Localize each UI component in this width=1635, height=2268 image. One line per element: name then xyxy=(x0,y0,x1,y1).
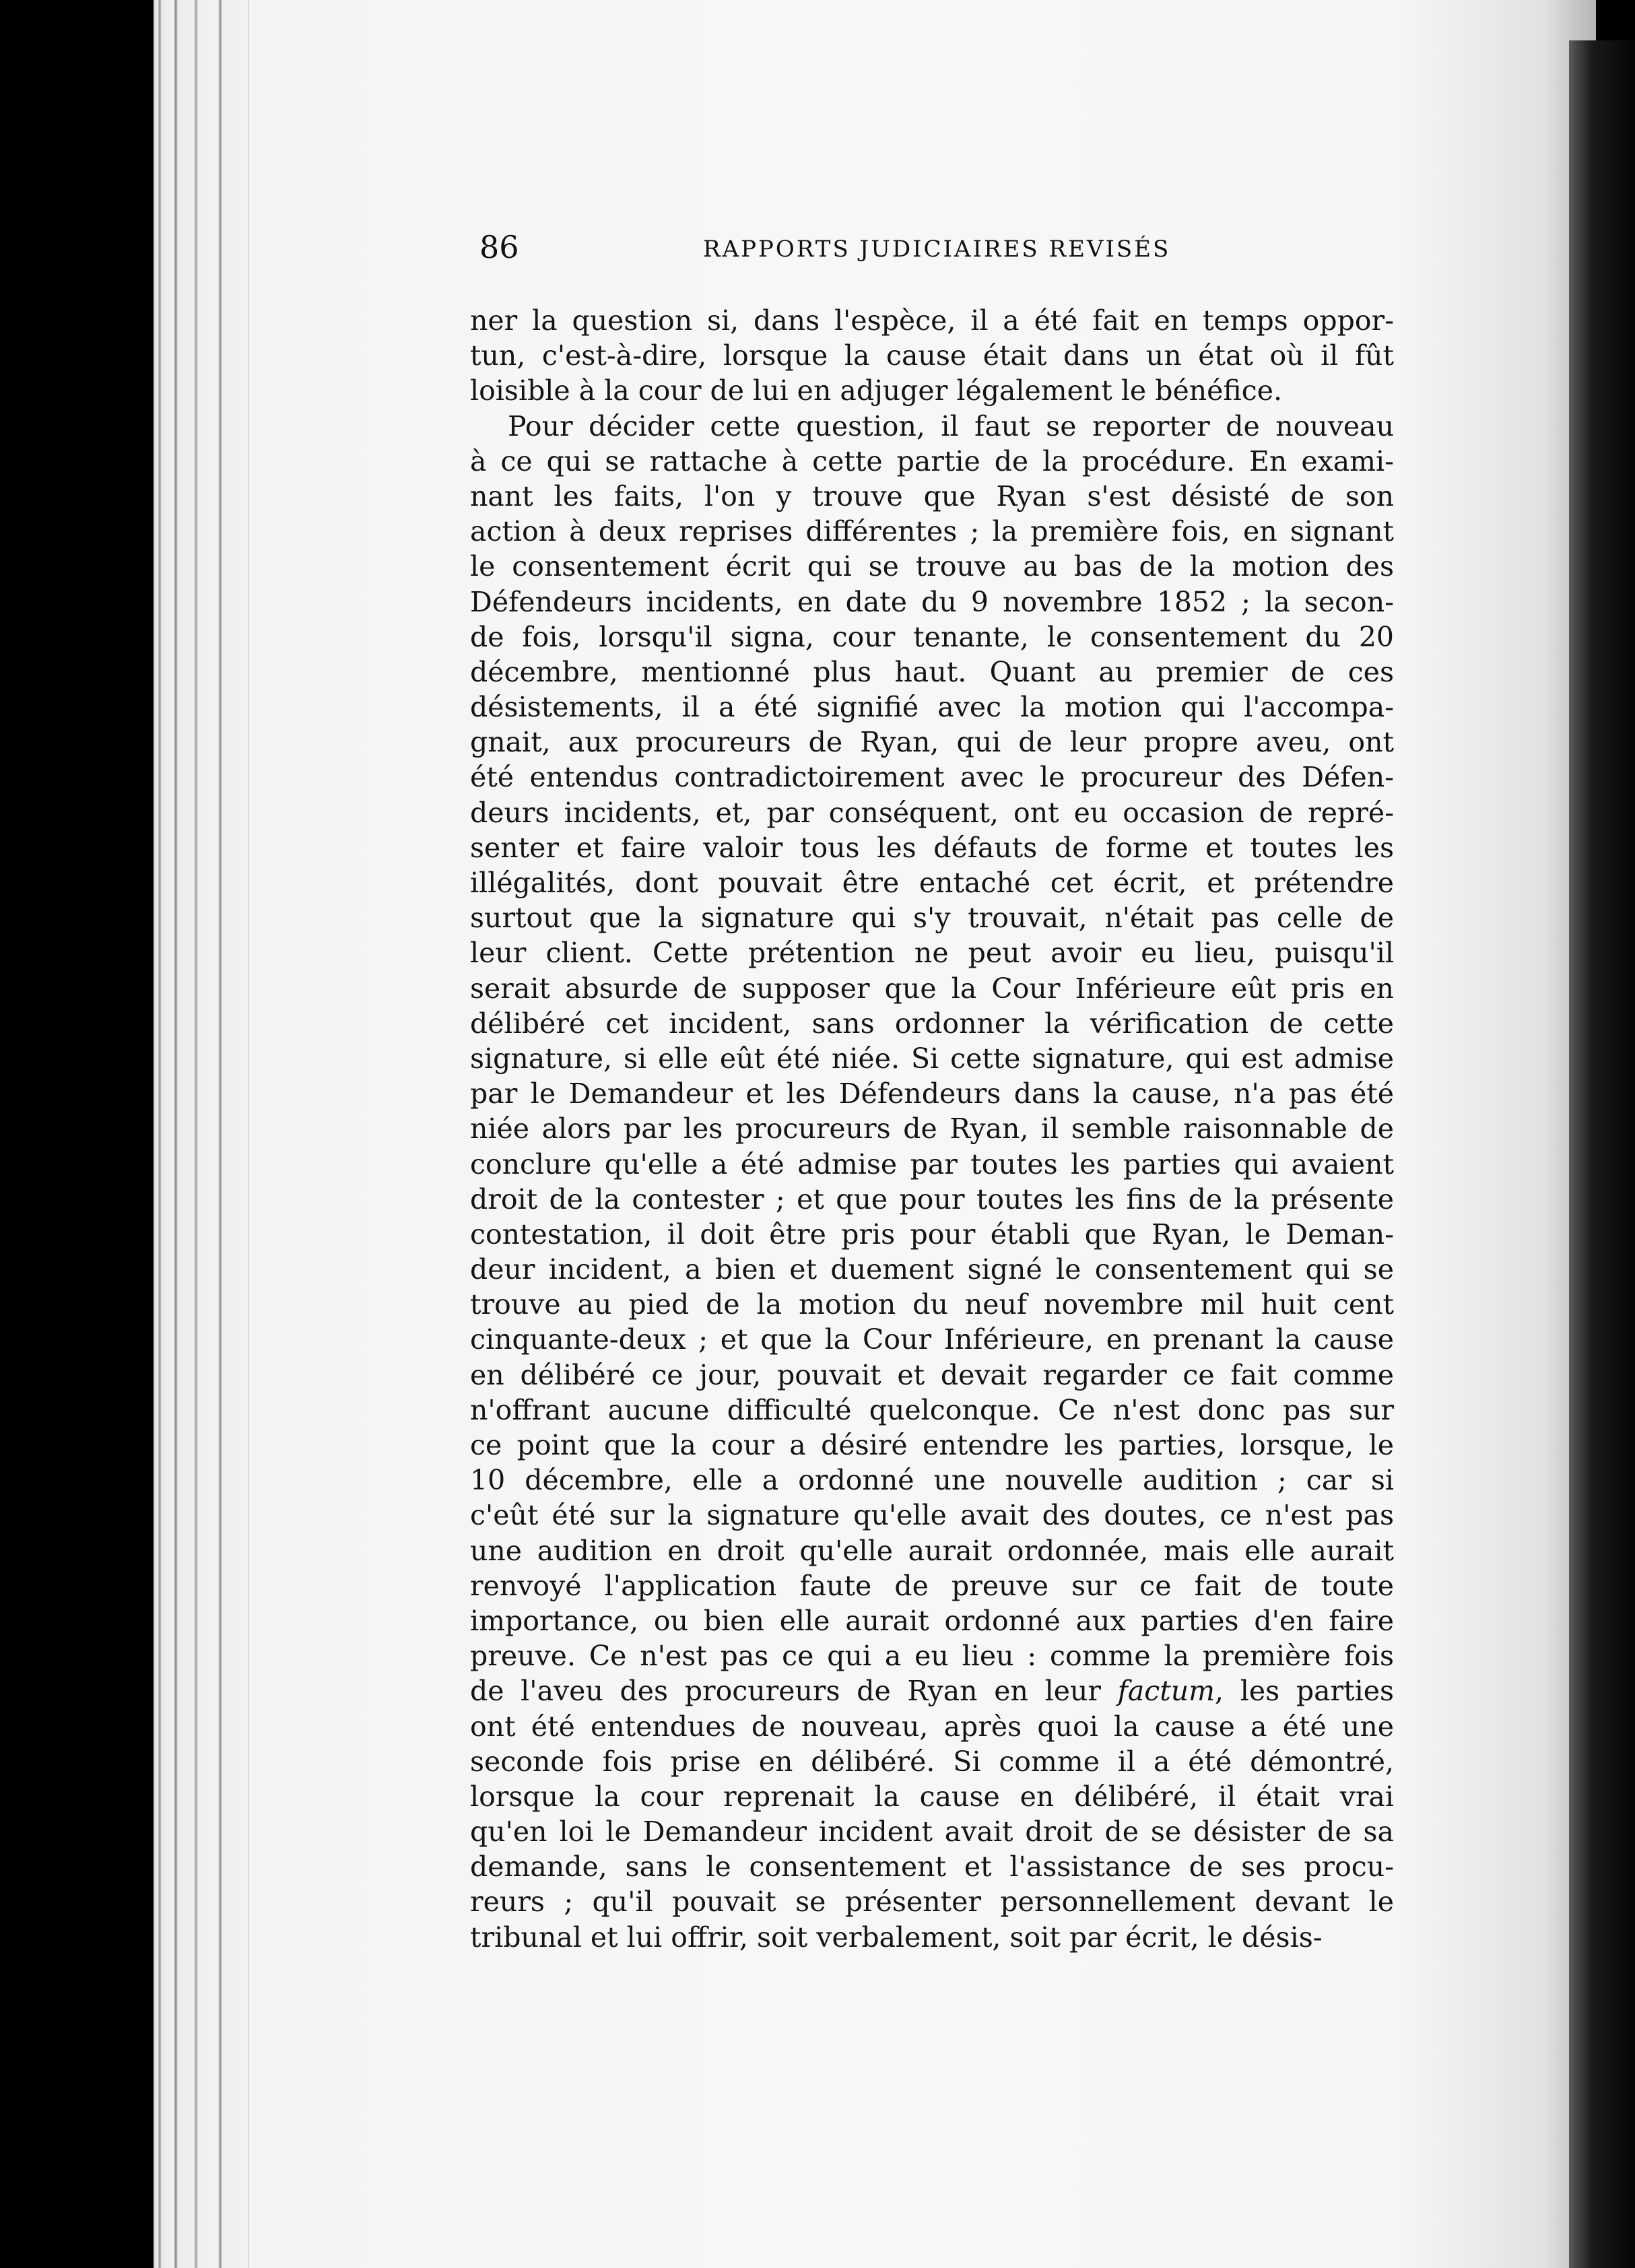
text-line: illégalités, dont pouvait être entaché cet écrit, et prétendre xyxy=(470,867,1394,899)
text-line: reurs ; qu'il pouvait se présenter personnellement devant le xyxy=(470,1886,1394,1919)
text-line: niée alors par les procureurs de Ryan, il semble raisonnable de xyxy=(470,1112,1394,1145)
text-line: preuve. Ce n'est pas ce qui a eu lieu : comme la première fois xyxy=(470,1640,1394,1673)
text-line: surtout que la signature qui s'y trouvait, n'était pas celle de xyxy=(470,902,1394,935)
gutter-shadow xyxy=(1569,40,1635,2268)
text-line: gnait, aux procureurs de Ryan, qui de leur propre aveu, ont xyxy=(470,726,1394,759)
text-line: le consentement écrit qui se trouve au bas de la motion des xyxy=(470,550,1394,583)
text-line: loisible à la cour de lui en adjuger légalement le bénéfice. xyxy=(470,374,1283,407)
text-line: c'eût été sur la signature qu'elle avait des doutes, ce n'est pas xyxy=(470,1499,1394,1532)
text-line: importance, ou bien elle aurait ordonné aux parties d'en faire xyxy=(470,1604,1394,1637)
body-text xyxy=(470,303,1394,1955)
text-line: renvoyé l'application faute de preuve sur ce fait de toute xyxy=(470,1569,1394,1602)
text-line: droit de la contester ; et que pour toutes les fins de la présente xyxy=(470,1182,1394,1215)
text-line: décembre, mentionné plus haut. Quant au premier de ces xyxy=(470,655,1394,688)
text-line: lorsque la cour reprenait la cause en délibéré, il était vrai xyxy=(470,1780,1394,1813)
page-number: 86 xyxy=(479,229,519,265)
text-line: signature, si elle eût été niée. Si cette signature, qui est admise xyxy=(470,1042,1394,1075)
text-line: tribunal et lui offrir, soit verbalement, soit par écrit, le désis- xyxy=(470,1921,1323,1954)
text-line: conclure qu'elle a été admise par toutes les parties qui avaient xyxy=(470,1147,1394,1180)
text-line: nant les faits, l'on y trouve que Ryan s'est désisté de son xyxy=(470,479,1394,512)
text-line: seconde fois prise en délibéré. Si comme il a été démontré, xyxy=(470,1745,1394,1778)
page-header xyxy=(479,229,1422,276)
text-line: action à deux reprises différentes ; la première fois, en signant xyxy=(470,515,1394,548)
text-line: de l'aveu des procureurs de Ryan en leur factum, les parties xyxy=(470,1675,1394,1708)
text-line: été entendus contradictoirement avec le procureur des Défen- xyxy=(470,761,1394,794)
text-line: senter et faire valoir tous les défauts de forme et toutes les xyxy=(470,831,1394,864)
text-line: demande, sans le consentement et l'assistance de ses procu- xyxy=(470,1850,1394,1883)
text-line: Défendeurs incidents, en date du 9 novembre 1852 ; la secon- xyxy=(470,585,1394,618)
text-line: serait absurde de supposer que la Cour Inférieure eût pris en xyxy=(470,972,1394,1005)
text-line: par le Demandeur et les Défendeurs dans la cause, n'a pas été xyxy=(470,1077,1394,1110)
text-line: cinquante-deux ; et que la Cour Inférieure, en prenant la cause xyxy=(470,1323,1394,1356)
running-head: RAPPORTS JUDICIAIRES REVISÉS xyxy=(703,236,1171,263)
text-line: leur client. Cette prétention ne peut avoir eu lieu, puisqu'il xyxy=(470,937,1394,970)
text-line: tun, c'est-à-dire, lorsque la cause était dans un état où il fût xyxy=(470,339,1394,372)
text-line: n'offrant aucune difficulté quelconque. Ce n'est donc pas sur xyxy=(470,1393,1394,1426)
text-line: trouve au pied de la motion du neuf novembre mil huit cent xyxy=(470,1288,1394,1321)
text-line: en délibéré ce jour, pouvait et devait regarder ce fait comme xyxy=(470,1358,1394,1391)
text-line: 10 décembre, elle a ordonné une nouvelle audition ; car si xyxy=(470,1464,1394,1497)
text-line: délibéré cet incident, sans ordonner la vérification de cette xyxy=(470,1007,1394,1040)
text-line: de fois, lorsqu'il signa, cour tenante, le consentement du 20 xyxy=(470,620,1394,653)
text-line: qu'en loi le Demandeur incident avait droit de se désister de sa xyxy=(470,1815,1394,1848)
text-line: une audition en droit qu'elle aurait ordonnée, mais elle aurait xyxy=(470,1534,1394,1567)
text-line: désistements, il a été signifié avec la motion qui l'accompa- xyxy=(470,691,1394,724)
text-line: ont été entendues de nouveau, après quoi la cause a été une xyxy=(470,1710,1394,1743)
text-line: contestation, il doit être pris pour établi que Ryan, le Deman- xyxy=(470,1218,1394,1250)
text-line: deurs incidents, et, par conséquent, ont eu occasion de repré- xyxy=(470,796,1394,829)
text-line: ner la question si, dans l'espèce, il a été fait en temps oppor- xyxy=(470,304,1394,337)
text-line: à ce qui se rattache à cette partie de la procédure. En exami- xyxy=(470,444,1394,477)
text-line: ce point que la cour a désiré entendre les parties, lorsque, le xyxy=(470,1429,1394,1461)
text-line: deur incident, a bien et duement signé le consentement qui se xyxy=(470,1253,1394,1286)
text-line: Pour décider cette question, il faut se reporter de nouveau xyxy=(508,409,1394,442)
